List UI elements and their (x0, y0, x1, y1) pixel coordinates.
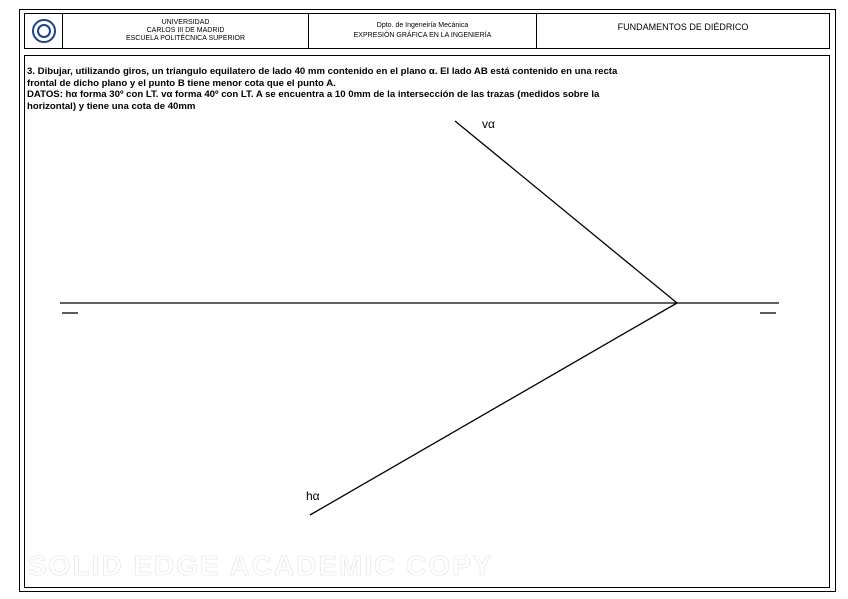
statement-line: DATOS: hα forma 30º con LT. vα forma 40º con LT. A se encuentra a 10 0mm de la intersección de las trazas (medidos sobre la (27, 89, 600, 100)
vertical-trace-label: vα (482, 117, 495, 131)
statement-line: frontal de dicho plano y el punto B tiene menor cota que el punto A. (27, 77, 336, 89)
statement-line: horizontal) y tiene una cota de 40mm (27, 100, 196, 112)
university-line: UNIVERSIDAD (161, 19, 210, 26)
statement-line: 3. Dibujar, utilizando giros, un triangulo equilatero de lado 40 mm contenido en el plano α. El lado AB está contenido en una recta (27, 66, 618, 77)
university-line: CARLOS III DE MADRID (146, 27, 225, 34)
department-line: Dpto. de Ingeneiría Mecánica (376, 22, 469, 29)
watermark: SOLID EDGE ACADEMIC COPY (28, 550, 494, 581)
course-title: FUNDAMENTOS DE DIÉDRICO (617, 22, 749, 32)
department-line: EXPRESIÓN GRÁFICA EN LA INGENIERÍA (353, 32, 492, 39)
vertical-trace (455, 121, 677, 303)
university-line: ESCUELA POLITÉCNICA SUPERIOR (125, 35, 246, 42)
horizontal-trace-label: hα (306, 489, 320, 503)
horizontal-trace (310, 303, 677, 515)
